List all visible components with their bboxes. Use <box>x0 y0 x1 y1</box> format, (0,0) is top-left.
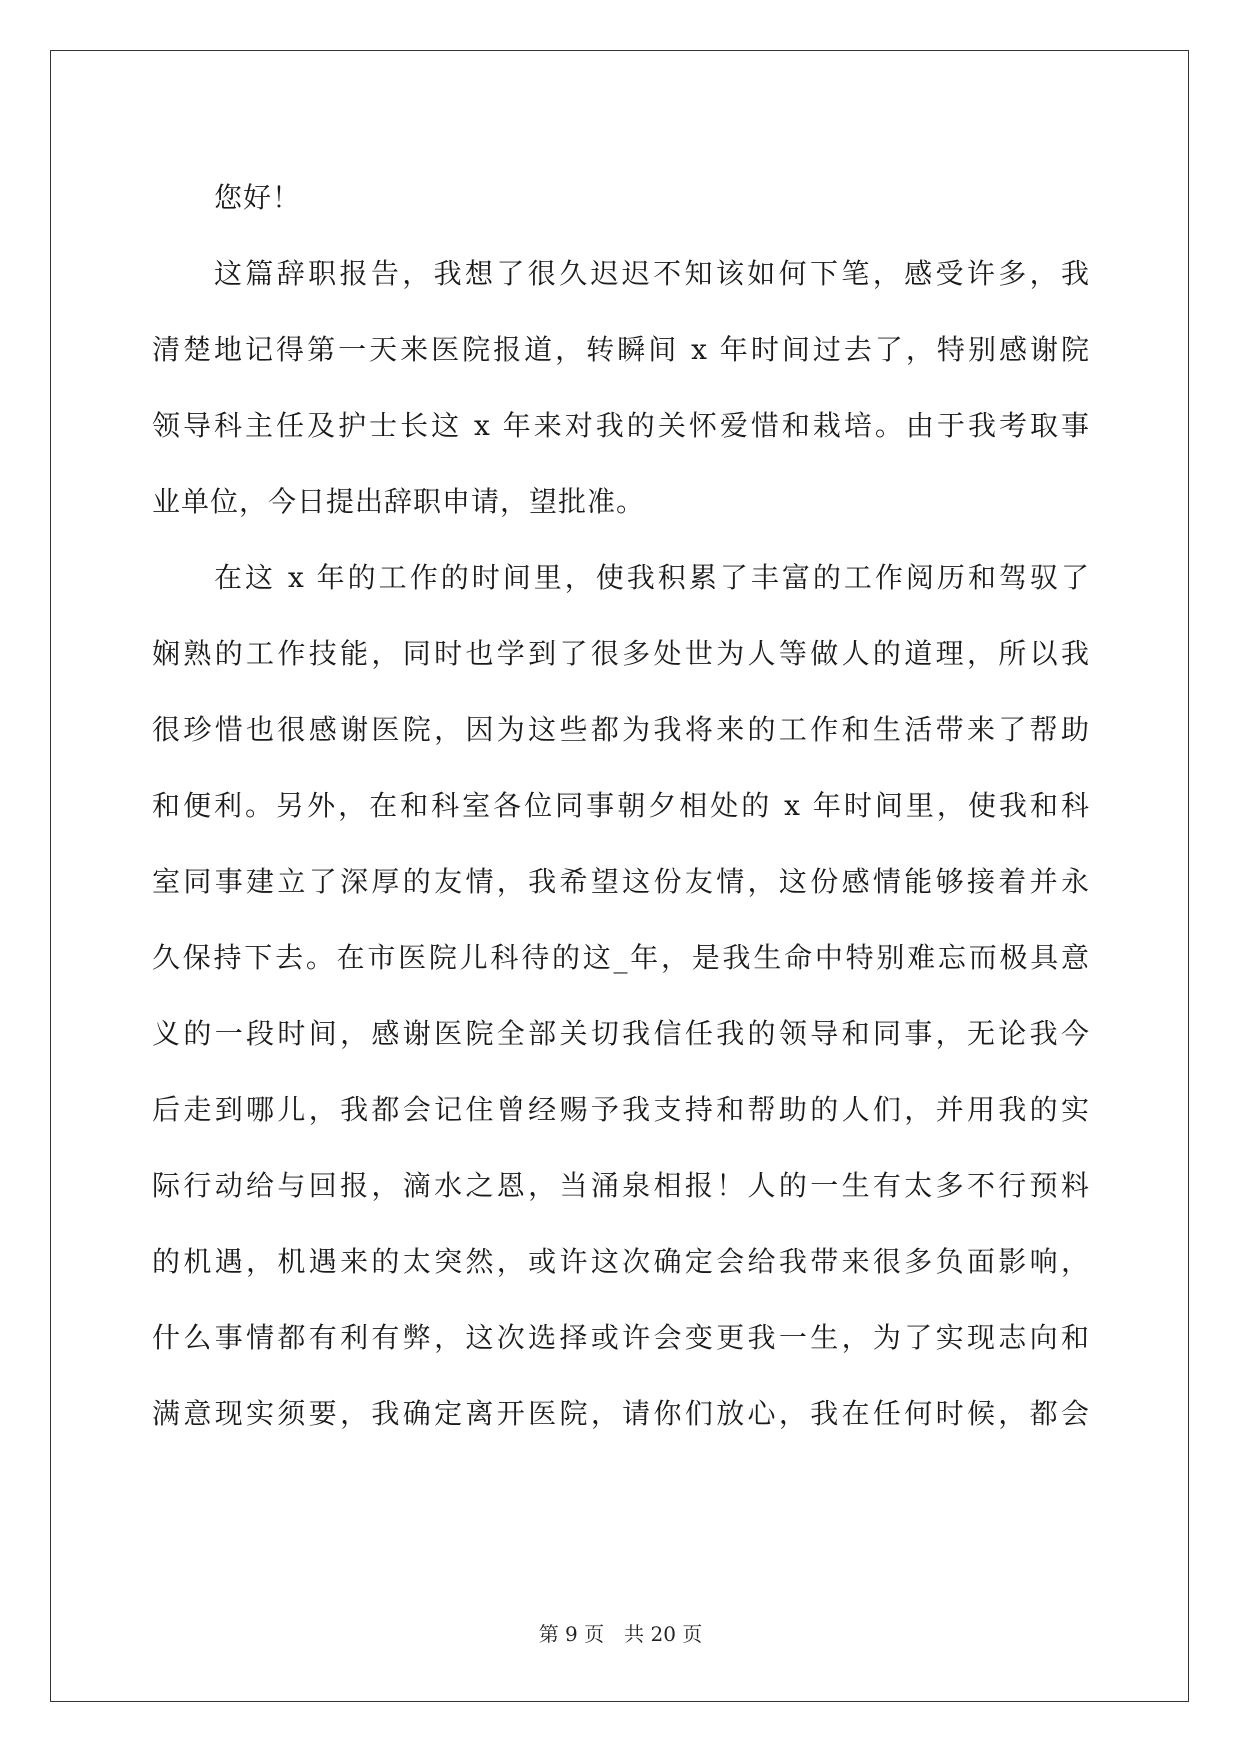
paragraph-line <box>152 1300 1090 1376</box>
paragraph-line <box>152 236 1090 312</box>
line-text: 和便利。另外，在和科室各位同事朝夕相处的 x 年时间里，使我和科 <box>152 789 1090 822</box>
line-text: 际行动给与回报，滴水之恩，当涌泉相报！人的一生有太多不行预料 <box>152 1169 1090 1202</box>
line-text: 后走到哪儿，我都会记住曾经赐予我支持和帮助的人们，并用我的实 <box>152 1093 1090 1126</box>
paragraph-line <box>152 692 1090 768</box>
paragraph-line <box>152 616 1090 692</box>
line-text: 娴熟的工作技能，同时也学到了很多处世为人等做人的道理，所以我 <box>152 637 1090 670</box>
line-text: 清楚地记得第一天来医院报道，转瞬间 x 年时间过去了，特别感谢院 <box>152 333 1090 366</box>
line-text: 这篇辞职报告，我想了很久迟迟不知该如何下笔，感受许多，我 <box>214 257 1090 290</box>
paragraph-line <box>152 1072 1090 1148</box>
paragraph-1 <box>152 236 1090 540</box>
paragraph-line <box>152 1376 1090 1452</box>
line-text: 的机遇，机遇来的太突然，或许这次确定会给我带来很多负面影响， <box>152 1245 1090 1278</box>
line-text: 久保持下去。在市医院儿科待的这_年，是我生命中特别难忘而极具意 <box>152 941 1090 974</box>
paragraph-line <box>152 464 1090 540</box>
line-text: 义的一段时间，感谢医院全部关切我信任我的领导和同事，无论我今 <box>152 1017 1090 1050</box>
paragraph-line <box>152 1224 1090 1300</box>
line-text: 满意现实须要，我确定离开医院，请你们放心，我在任何时候，都会 <box>152 1397 1090 1430</box>
paragraph-line <box>152 312 1090 388</box>
greeting-line <box>152 160 1090 236</box>
greeting: 您好！ <box>214 181 302 214</box>
page-number-footer: 第 9 页 共 20 页 <box>538 1622 703 1646</box>
line-text: 在这 x 年的工作的时间里，使我积累了丰富的工作阅历和驾驭了 <box>214 561 1090 594</box>
document-body <box>152 160 1090 1452</box>
line-text: 室同事建立了深厚的友情，我希望这份友情，这份感情能够接着并永 <box>152 865 1090 898</box>
paragraph-line <box>152 996 1090 1072</box>
line-text: 很珍惜也很感谢医院，因为这些都为我将来的工作和生活带来了帮助 <box>152 713 1090 746</box>
paragraph-2 <box>152 540 1090 1452</box>
paragraph-line <box>152 540 1090 616</box>
paragraph-line <box>152 1148 1090 1224</box>
paragraph-line <box>152 388 1090 464</box>
paragraph-line <box>152 920 1090 996</box>
paragraph-line <box>152 844 1090 920</box>
line-text: 什么事情都有利有弊，这次选择或许会变更我一生，为了实现志向和 <box>152 1321 1090 1354</box>
line-text: 业单位，今日提出辞职申请，望批准。 <box>152 485 646 518</box>
paragraph-line <box>152 768 1090 844</box>
line-text: 领导科主任及护士长这 x 年来对我的关怀爱惜和栽培。由于我考取事 <box>152 409 1090 442</box>
